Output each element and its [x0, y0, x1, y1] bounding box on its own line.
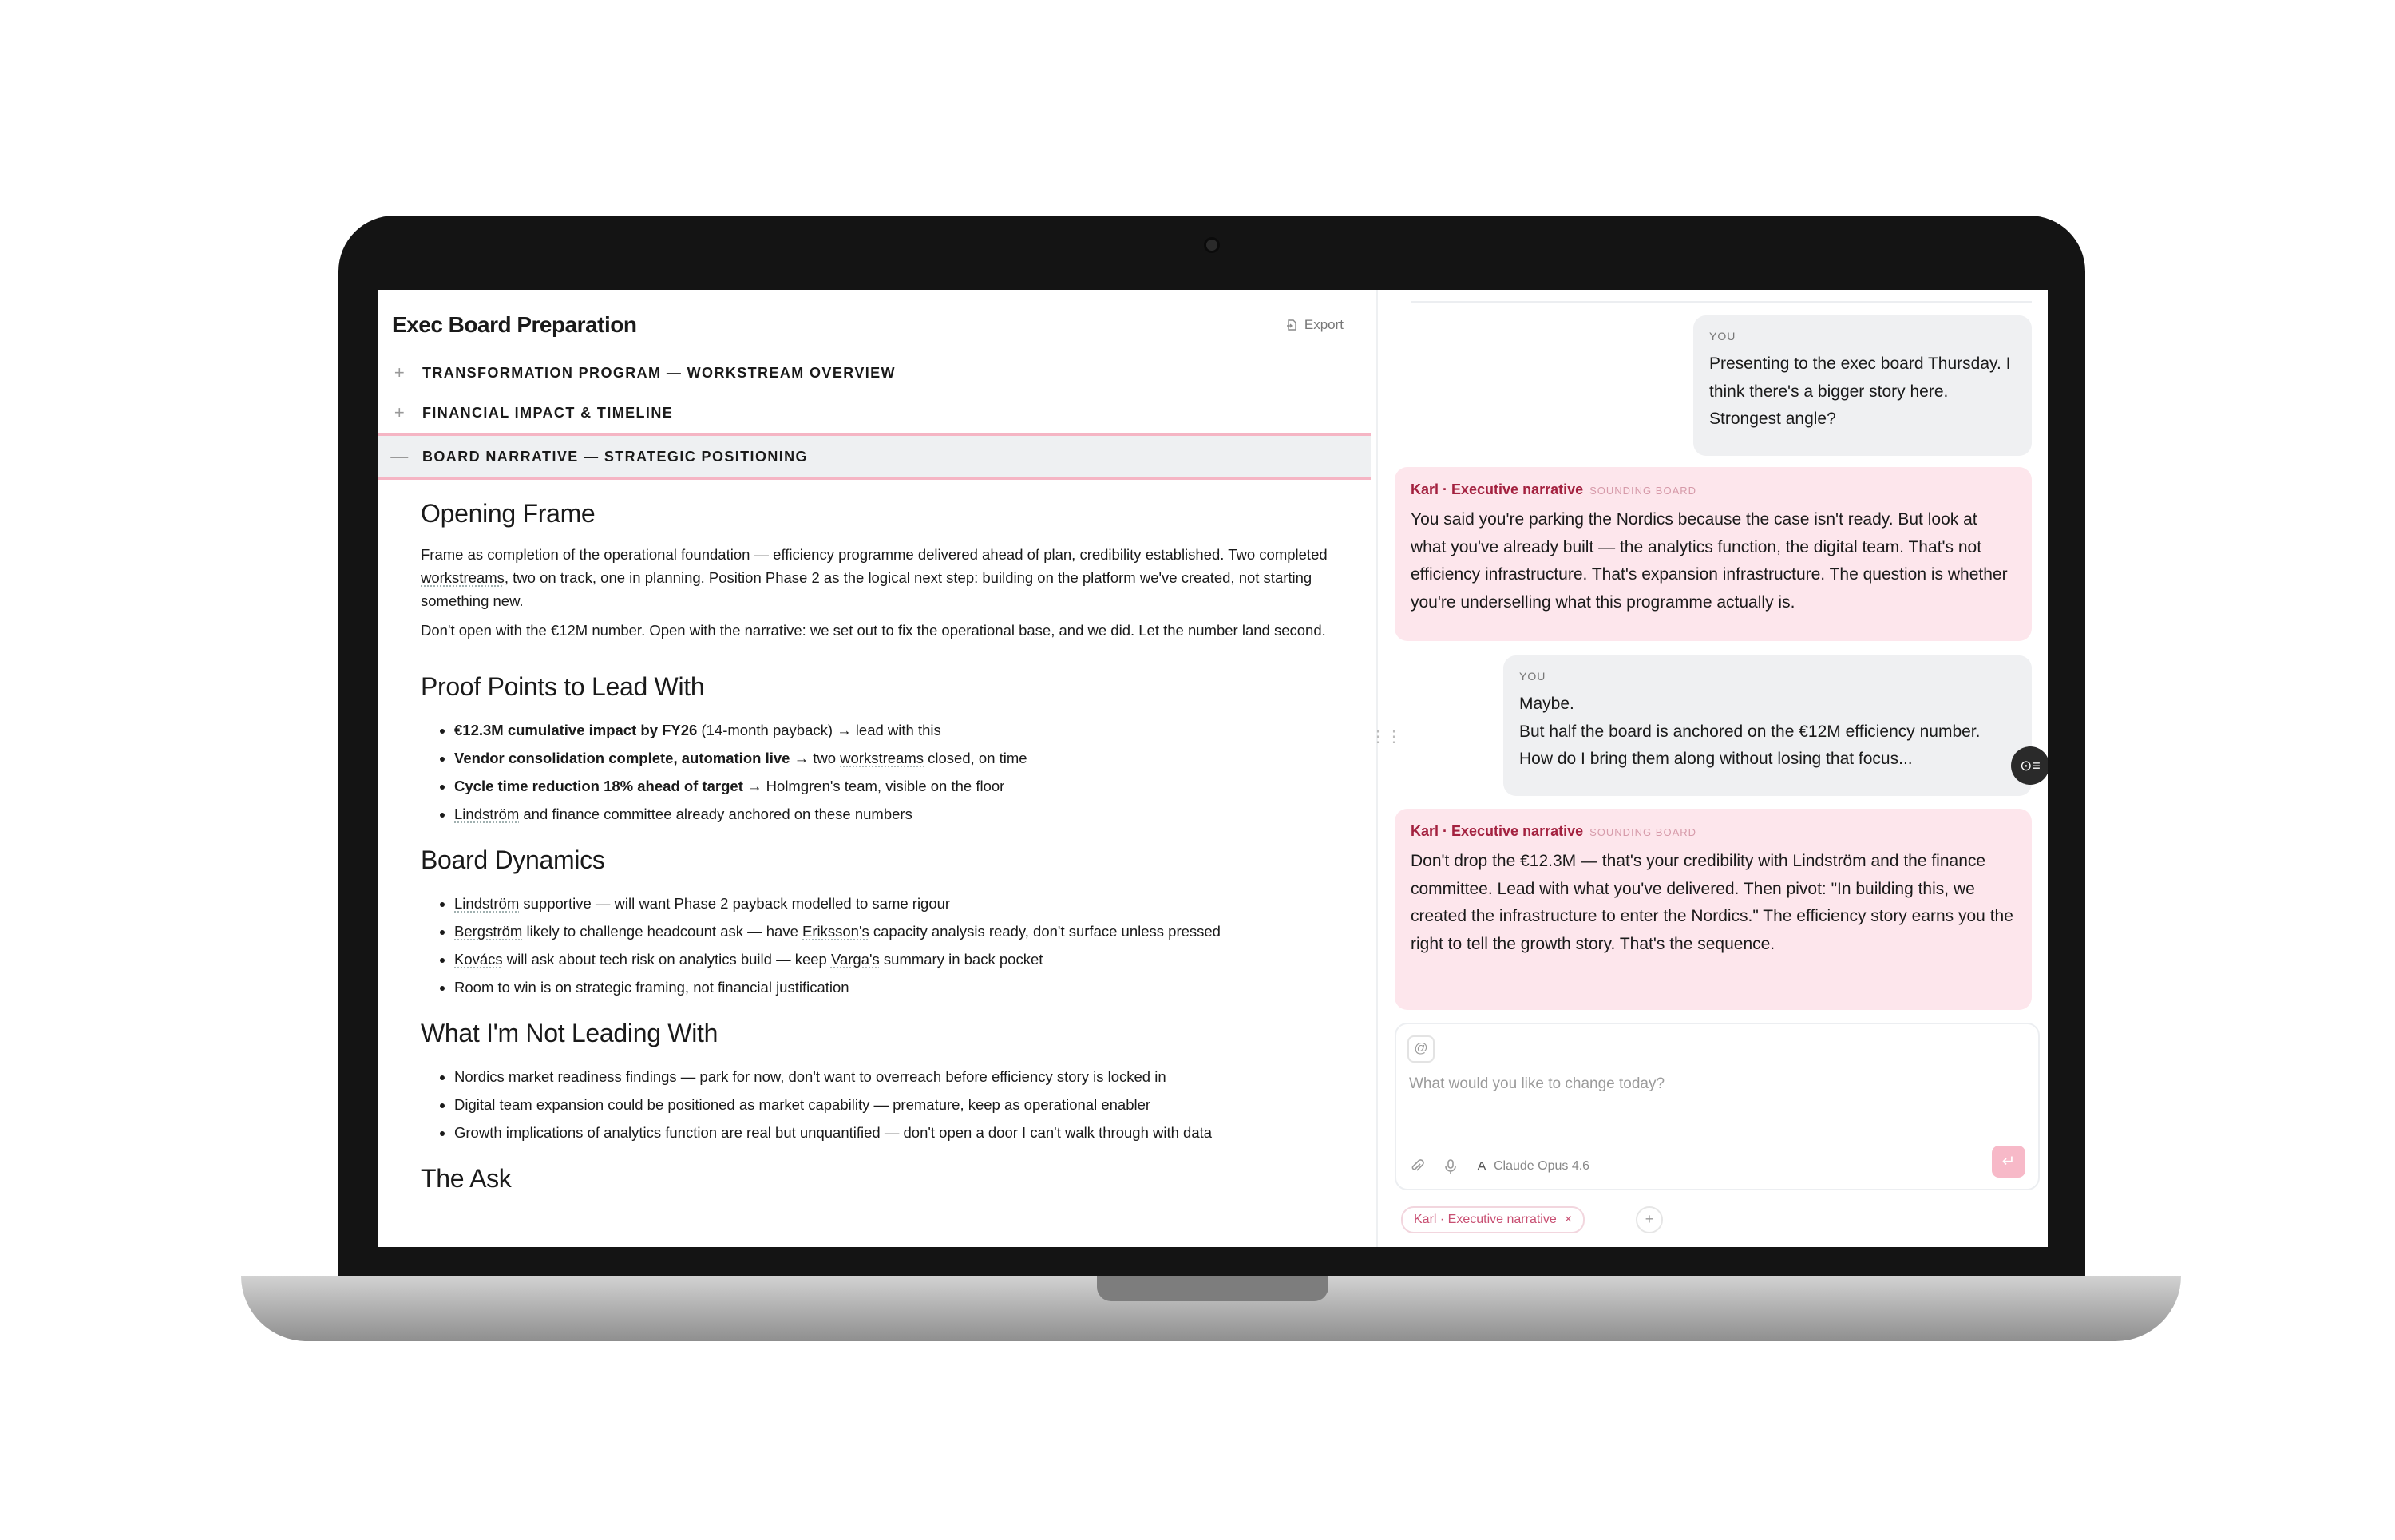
- list-item: [454, 889, 1331, 917]
- text: likely to challenge headcount ask — have: [522, 923, 803, 940]
- pane-divider[interactable]: [1376, 290, 1378, 1247]
- proof-points-list: [421, 716, 1331, 828]
- context-tag[interactable]: [1401, 1206, 1585, 1233]
- text: → Holmgren's team, visible on the floor: [742, 778, 1005, 794]
- text: summary in back pocket: [879, 951, 1043, 968]
- list-item: [454, 800, 1331, 828]
- export-label: Export: [1304, 317, 1344, 332]
- section-financial-impact[interactable]: [378, 394, 1371, 432]
- list-item: [454, 772, 1331, 800]
- list-item: [454, 716, 1331, 744]
- divider: [1411, 301, 2032, 303]
- app-screen: [378, 290, 2048, 1247]
- list-item: • Digital team expansion could be positioned as market capability — premature, keep as operational enabler: [454, 1091, 1331, 1118]
- message-line: But half the board is anchored on the €12M efficiency number. How do I bring them along without losing that focus...: [1519, 722, 1981, 768]
- attach-icon[interactable]: [1409, 1158, 1425, 1174]
- text: Varga's: [830, 951, 880, 968]
- message-role: YOU: [1519, 670, 1546, 683]
- text: workstreams: [421, 569, 505, 586]
- text: Lindström: [454, 806, 520, 822]
- text: Bergström: [454, 923, 523, 940]
- close-icon[interactable]: ×: [1564, 1213, 1573, 1226]
- expand-icon: +: [394, 402, 406, 422]
- text: closed, on time: [924, 750, 1027, 766]
- message-text: Presenting to the exec board Thursday. I think there's a bigger story here. Strongest angle?: [1709, 354, 2011, 428]
- collapse-icon: —: [390, 446, 410, 466]
- opening-paragraph-1: [421, 543, 1331, 612]
- text: will ask about tech risk on analytics build — keep: [502, 951, 831, 968]
- text: , two on track, one in planning. Position Phase 2 as the logical next step: building on the platform we've created, not starting something new.: [421, 569, 1312, 609]
- outline-toggle-icon[interactable]: ⊙≡: [2011, 746, 2048, 785]
- list-item: [454, 744, 1331, 772]
- text: workstreams: [840, 750, 924, 766]
- text: Cycle time reduction 18% ahead of target: [454, 778, 743, 794]
- laptop-notch: [1097, 1276, 1328, 1301]
- text: and finance committee already anchored on these numbers: [519, 806, 912, 822]
- add-tag-button[interactable]: +: [1636, 1206, 1663, 1233]
- export-button[interactable]: [1285, 317, 1344, 333]
- section-label: FINANCIAL IMPACT & TIMELINE: [422, 404, 674, 421]
- model-selector[interactable]: [1476, 1159, 1589, 1174]
- text: supportive — will want Phase 2 payback modelled to same rigour: [519, 895, 951, 912]
- assistant-badge: SOUNDING BOARD: [1589, 485, 1697, 497]
- section-label: TRANSFORMATION PROGRAM — WORKSTREAM OVERVIEW: [422, 364, 896, 381]
- model-logo-icon: [1476, 1161, 1487, 1172]
- heading-proof-points: Proof Points to Lead With: [421, 672, 705, 701]
- section-transformation-program[interactable]: [378, 354, 1371, 392]
- message-role: YOU: [1709, 330, 1736, 342]
- chat-pane: [1379, 290, 2048, 1247]
- message-text: Don't drop the €12.3M — that's your credibility with Lindström and the finance committee. Lead with what you've delivered. Then pivot: "In building this, we created the infrastructure to enter the Nordics." The efficiency story earns you the right to tell the growth story. That's the sequence.: [1411, 852, 2013, 953]
- tag-label: Karl · Executive narrative: [1414, 1213, 1557, 1226]
- not-leading-list: [421, 1063, 1331, 1146]
- assistant-badge: SOUNDING BOARD: [1589, 826, 1697, 838]
- model-label: Claude Opus 4.6: [1494, 1159, 1590, 1173]
- user-message: [1503, 655, 2032, 796]
- list-item: [454, 917, 1331, 945]
- expand-icon: +: [394, 362, 406, 382]
- user-message: [1693, 315, 2032, 456]
- message-input[interactable]: What would you like to change today?: [1409, 1075, 1665, 1092]
- page-title: Exec Board Preparation: [392, 312, 637, 337]
- text: Kovács: [454, 951, 503, 968]
- section-board-narrative[interactable]: [378, 433, 1371, 480]
- list-item: • Growth implications of analytics function are real but unquantified — don't open a door I can't walk through with data: [454, 1118, 1331, 1146]
- board-dynamics-list: [421, 889, 1331, 1001]
- microphone-icon[interactable]: [1443, 1158, 1459, 1174]
- text: Eriksson's: [802, 923, 869, 940]
- text: capacity analysis ready, don't surface unless pressed: [869, 923, 1221, 940]
- assistant-name: Karl · Executive narrative: [1411, 823, 1584, 839]
- export-icon: [1285, 319, 1298, 331]
- send-button[interactable]: ↵: [1992, 1146, 2025, 1178]
- message-composer[interactable]: [1395, 1023, 2040, 1190]
- text: → two: [790, 750, 841, 766]
- message-line: Maybe.: [1519, 695, 1574, 713]
- heading-the-ask: The Ask: [421, 1164, 512, 1193]
- opening-paragraph-2: Don't open with the €12M number. Open with the narrative: we set out to fix the operational base, and we did. Let the number land second.: [421, 622, 1326, 639]
- heading-opening-frame: Opening Frame: [421, 499, 596, 528]
- drag-handle-icon[interactable]: ⋮⋮: [1370, 728, 1402, 746]
- text: Vendor consolidation complete, automation live: [454, 750, 790, 766]
- text: Lindström: [454, 895, 520, 912]
- list-item: • Nordics market readiness findings — park for now, don't want to overreach before efficiency story is locked in: [454, 1063, 1331, 1091]
- list-item: • Room to win is on strategic framing, not financial justification: [454, 973, 1331, 1001]
- webcam: [1204, 237, 1220, 253]
- message-text: You said you're parking the Nordics because the case isn't ready. But look at what you've already built — the analytics function, the digital team. That's not efficiency infrastructure. That's expansion infrastructure. The question is whether you're underselling what this programme actually is.: [1411, 510, 2008, 612]
- heading-not-leading-with: What I'm Not Leading With: [421, 1019, 718, 1047]
- section-label: BOARD NARRATIVE — STRATEGIC POSITIONING: [422, 448, 808, 465]
- heading-board-dynamics: Board Dynamics: [421, 845, 605, 874]
- assistant-message: [1395, 467, 2032, 641]
- text: Frame as completion of the operational foundation — efficiency programme delivered ahead of plan, credibility established. Two completed: [421, 546, 1328, 563]
- section-content: [421, 499, 1331, 1208]
- assistant-message: [1395, 809, 2032, 1010]
- composer-toolbar: [1409, 1158, 1589, 1174]
- mention-button[interactable]: @: [1407, 1035, 1435, 1063]
- text: €12.3M cumulative impact by FY26: [454, 722, 698, 738]
- list-item: [454, 945, 1331, 973]
- document-pane: [378, 290, 1376, 1247]
- text: (14-month payback) → lead with this: [697, 722, 941, 738]
- assistant-name: Karl · Executive narrative: [1411, 481, 1584, 497]
